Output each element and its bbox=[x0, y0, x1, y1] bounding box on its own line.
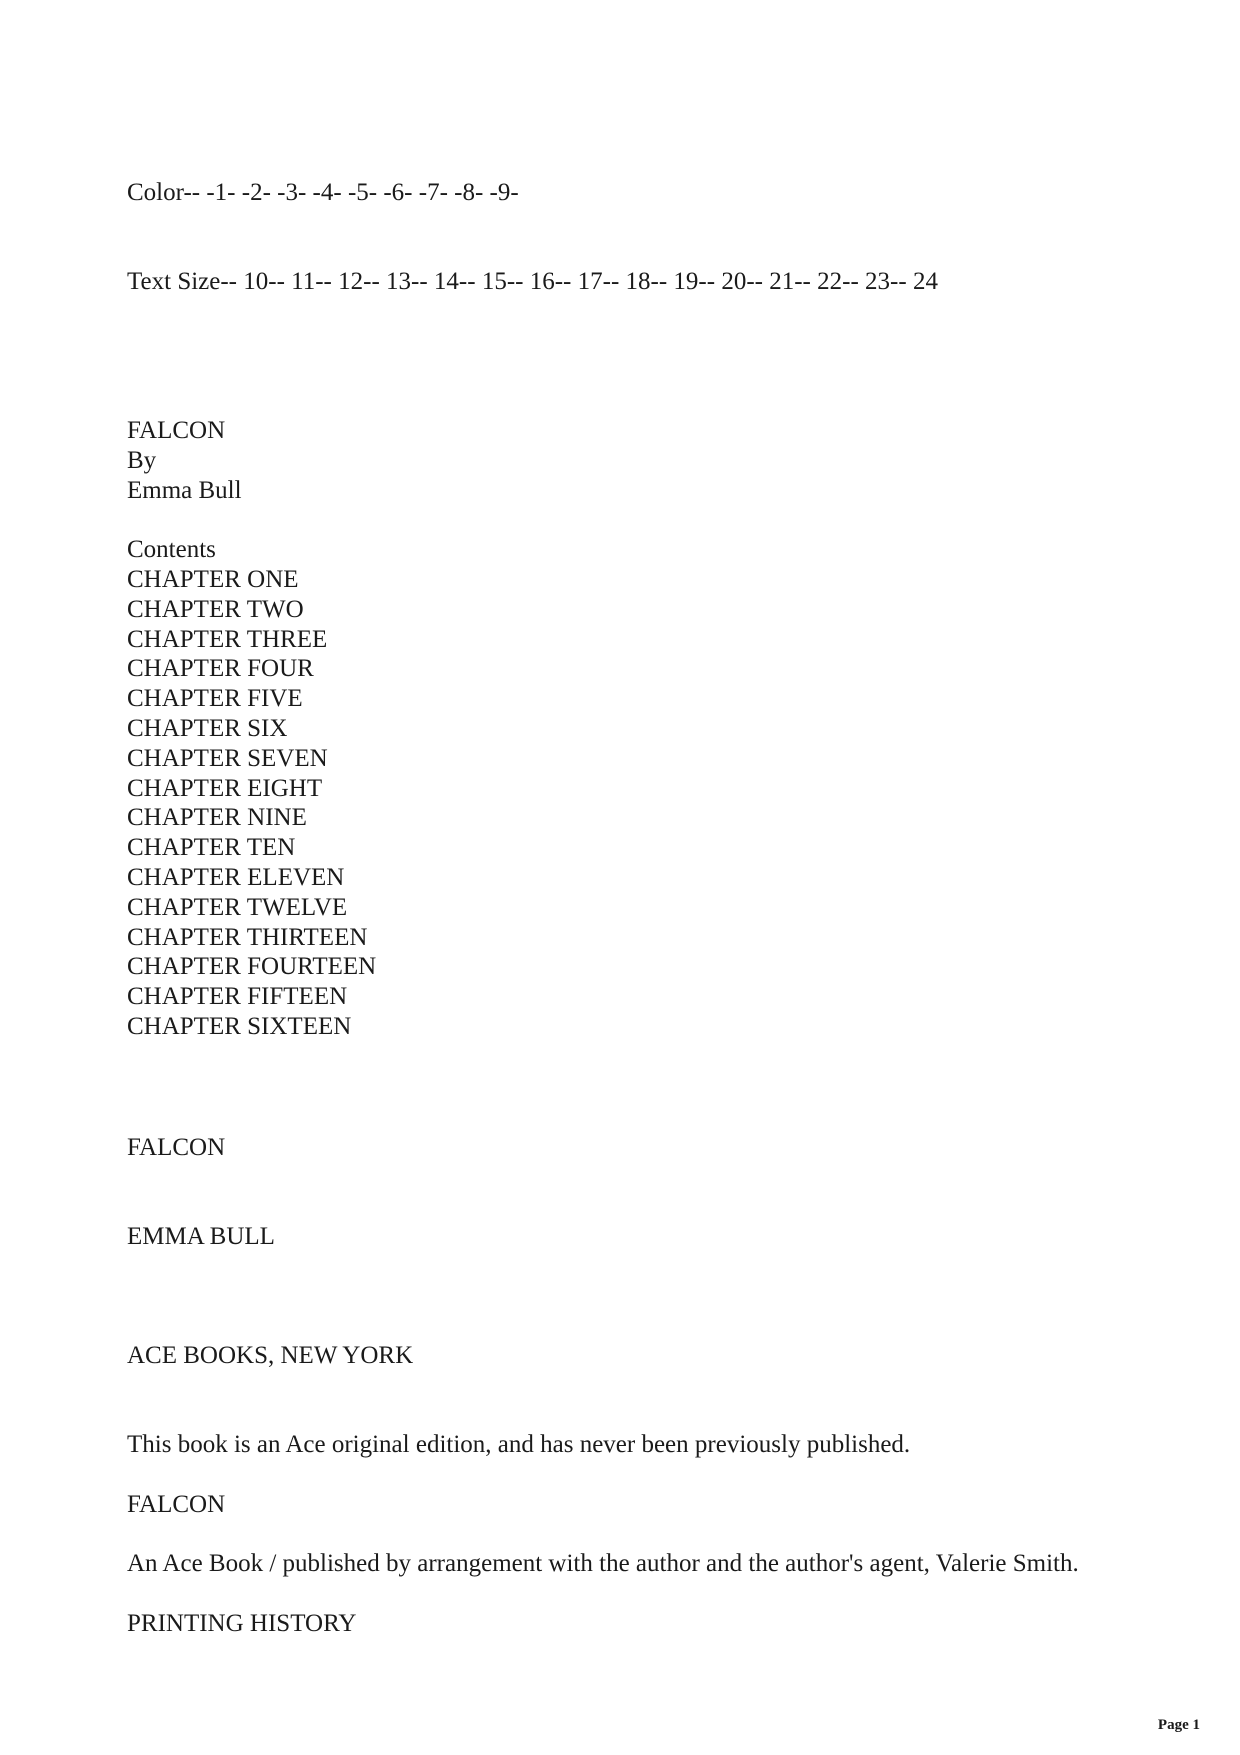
color-selector[interactable]: Color-- -1- -2- -3- -4- -5- -6- -7- -8- -9- bbox=[127, 179, 519, 206]
toc-chapter-link[interactable]: CHAPTER THIRTEEN bbox=[127, 923, 368, 951]
contents-heading: Contents bbox=[127, 536, 216, 563]
toc-chapter-link[interactable]: CHAPTER FIFTEEN bbox=[127, 983, 348, 1011]
title-page-title: FALCON bbox=[127, 1134, 226, 1161]
toc-chapter-link[interactable]: CHAPTER FOURTEEN bbox=[127, 953, 377, 981]
toc-chapter-link[interactable]: CHAPTER NINE bbox=[127, 804, 307, 832]
toc-chapter-link[interactable]: CHAPTER EIGHT bbox=[127, 774, 323, 802]
publisher-line: ACE BOOKS, NEW YORK bbox=[127, 1342, 414, 1369]
edition-note: This book is an Ace original edition, and has never been previously published. bbox=[127, 1431, 911, 1458]
title-page-author: EMMA BULL bbox=[127, 1223, 275, 1250]
toc-chapter-link[interactable]: CHAPTER SIX bbox=[127, 714, 288, 742]
toc-chapter-link[interactable]: CHAPTER TWO bbox=[127, 595, 304, 623]
printing-history-heading: PRINTING HISTORY bbox=[127, 1610, 357, 1637]
toc-chapter-link[interactable]: CHAPTER ONE bbox=[127, 566, 299, 593]
table-of-contents bbox=[127, 565, 376, 1042]
byline: By bbox=[127, 447, 157, 474]
page-number: Page 1 bbox=[1157, 1717, 1200, 1733]
toc-chapter-link[interactable]: CHAPTER FOUR bbox=[127, 655, 314, 683]
copyright-title: FALCON bbox=[127, 1491, 226, 1518]
arrangement-note: An Ace Book / published by arrangement with the author and the author's agent, Valerie Smith. bbox=[127, 1550, 1079, 1577]
toc-chapter-link[interactable]: CHAPTER SEVEN bbox=[127, 744, 328, 772]
toc-chapter-link[interactable]: CHAPTER TWELVE bbox=[127, 893, 348, 921]
toc-chapter-link[interactable]: CHAPTER TEN bbox=[127, 834, 296, 862]
book-title: FALCON bbox=[127, 417, 226, 444]
toc-chapter-link[interactable]: CHAPTER SIXTEEN bbox=[127, 1012, 352, 1040]
toc-chapter-link[interactable]: CHAPTER ELEVEN bbox=[127, 863, 345, 891]
toc-chapter-link[interactable]: CHAPTER FIVE bbox=[127, 685, 303, 713]
text-size-selector[interactable]: Text Size-- 10-- 11-- 12-- 13-- 14-- 15-- 16-- 17-- 18-- 19-- 20-- 21-- 22-- 23-- 24 bbox=[127, 268, 938, 295]
author-name: Emma Bull bbox=[127, 477, 242, 504]
toc-chapter-link[interactable]: CHAPTER THREE bbox=[127, 625, 328, 653]
